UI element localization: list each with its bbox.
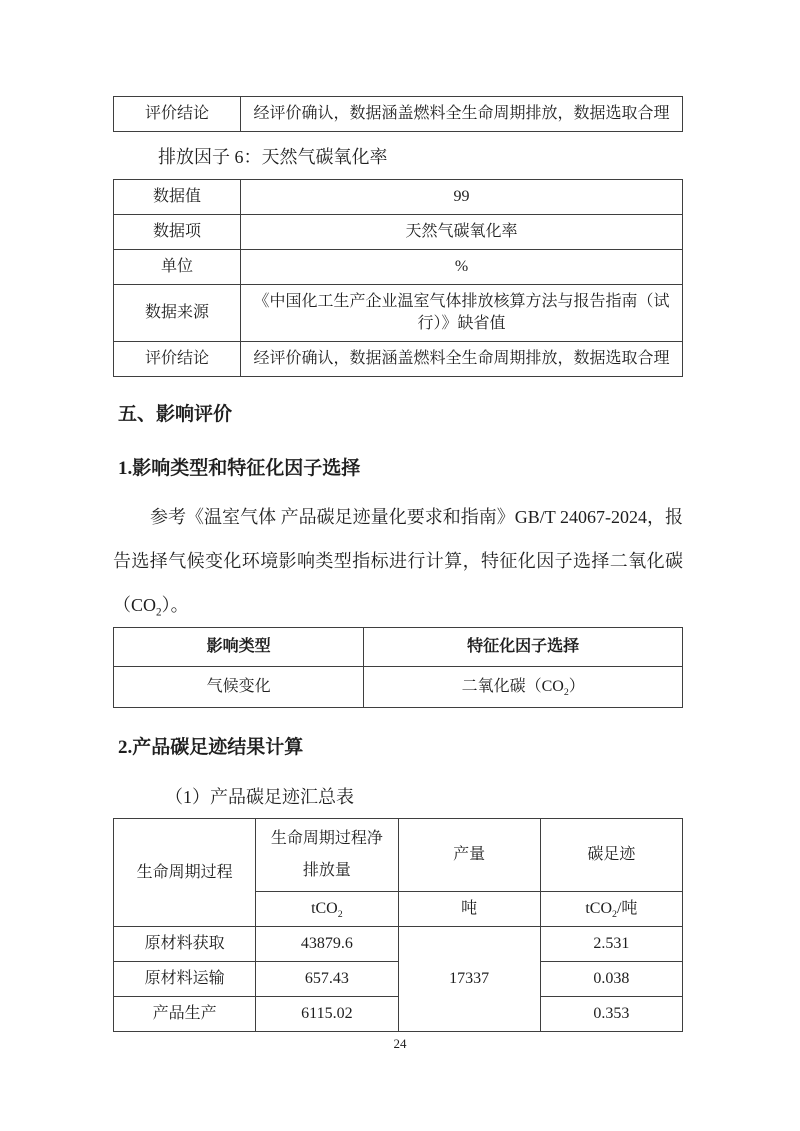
table-row: [114, 342, 683, 377]
subsection-heading-impact-type: 1.影响类型和特征化因子选择: [118, 458, 361, 479]
unit-text: tCO: [585, 900, 612, 917]
table-row: [114, 97, 683, 132]
cell-text: ）: [568, 678, 585, 695]
row-value: 99: [241, 180, 683, 215]
impact-type-table: [113, 627, 683, 708]
co2-subscript: 2: [156, 606, 162, 619]
emission-cell: 6115.02: [256, 997, 398, 1032]
section-heading-impact-evaluation: 五、影响评价: [118, 404, 233, 425]
footprint-cell: 0.353: [540, 997, 682, 1032]
footprint-cell: 0.038: [540, 962, 682, 997]
emission-factor-6-table: [113, 179, 683, 377]
row-label: 评价结论: [114, 97, 241, 132]
column-header-impact-type: 影响类型: [114, 628, 364, 667]
column-header-characterization-factor: 特征化因子选择: [364, 628, 683, 667]
row-label: 数据来源: [114, 285, 241, 342]
table-row: [114, 180, 683, 215]
process-cell: 原材料运输: [114, 962, 256, 997]
table-row: [114, 285, 683, 342]
column-header-production: 产量: [398, 819, 540, 892]
row-label: 数据项: [114, 215, 241, 250]
paragraph-text: 参考《温室气体 产品碳足迹量化要求和指南》GB/T 24067-2024，报告选择气候变化环境影响类型指标进行计算，特征化因子选择二氧化碳（CO: [113, 507, 683, 615]
row-value: 天然气碳氧化率: [241, 215, 683, 250]
row-label: 评价结论: [114, 342, 241, 377]
table-header-row: [114, 628, 683, 667]
page-number: 24: [393, 1036, 407, 1051]
row-label: 数据值: [114, 180, 241, 215]
evaluation-conclusion-table: [113, 96, 683, 132]
table-row: [114, 215, 683, 250]
page-content: [113, 0, 683, 1032]
summary-table-caption: （1）产品碳足迹汇总表: [165, 787, 354, 807]
emission-factor-6-heading: 排放因子 6：天然气碳氧化率: [158, 147, 388, 167]
table-row: [114, 927, 683, 962]
characterization-factor-cell: [364, 667, 683, 708]
co2-subscript: 2: [563, 687, 569, 699]
row-value: 《中国化工生产企业温室气体排放核算方法与报告指南（试行）》缺省值: [241, 285, 683, 342]
cell-text: 二氧化碳（CO: [461, 678, 564, 695]
carbon-footprint-summary-table: [113, 818, 683, 1032]
column-header-net-emission: 生命周期过程净排放量: [256, 819, 398, 892]
impact-type-paragraph: [113, 495, 683, 627]
subsection-heading-footprint-calculation: 2.产品碳足迹结果计算: [118, 737, 304, 758]
unit-production: 吨: [398, 892, 540, 927]
table-header-row: [114, 819, 683, 892]
process-cell: 产品生产: [114, 997, 256, 1032]
column-header-footprint: 碳足迹: [540, 819, 682, 892]
co2-subscript: 2: [612, 909, 617, 921]
unit-footprint: [540, 892, 682, 927]
row-label: 单位: [114, 250, 241, 285]
unit-text: /吨: [616, 900, 638, 917]
emission-cell: 43879.6: [256, 927, 398, 962]
unit-text: tCO: [311, 900, 338, 917]
impact-type-cell: 气候变化: [114, 667, 364, 708]
emission-cell: 657.43: [256, 962, 398, 997]
co2-subscript: 2: [337, 909, 343, 921]
footprint-cell: 2.531: [540, 927, 682, 962]
row-value: 经评价确认，数据涵盖燃料全生命周期排放，数据选取合理: [241, 342, 683, 377]
column-header-lifecycle-process: 生命周期过程: [114, 819, 256, 927]
table-row: [114, 667, 683, 708]
row-value: %: [241, 250, 683, 285]
table-row: [114, 250, 683, 285]
row-value: 经评价确认，数据涵盖燃料全生命周期排放，数据选取合理: [241, 97, 683, 132]
production-value-cell: 17337: [398, 927, 540, 1032]
process-cell: 原材料获取: [114, 927, 256, 962]
unit-net-emission: [256, 892, 398, 927]
paragraph-text: ）。: [161, 595, 189, 615]
